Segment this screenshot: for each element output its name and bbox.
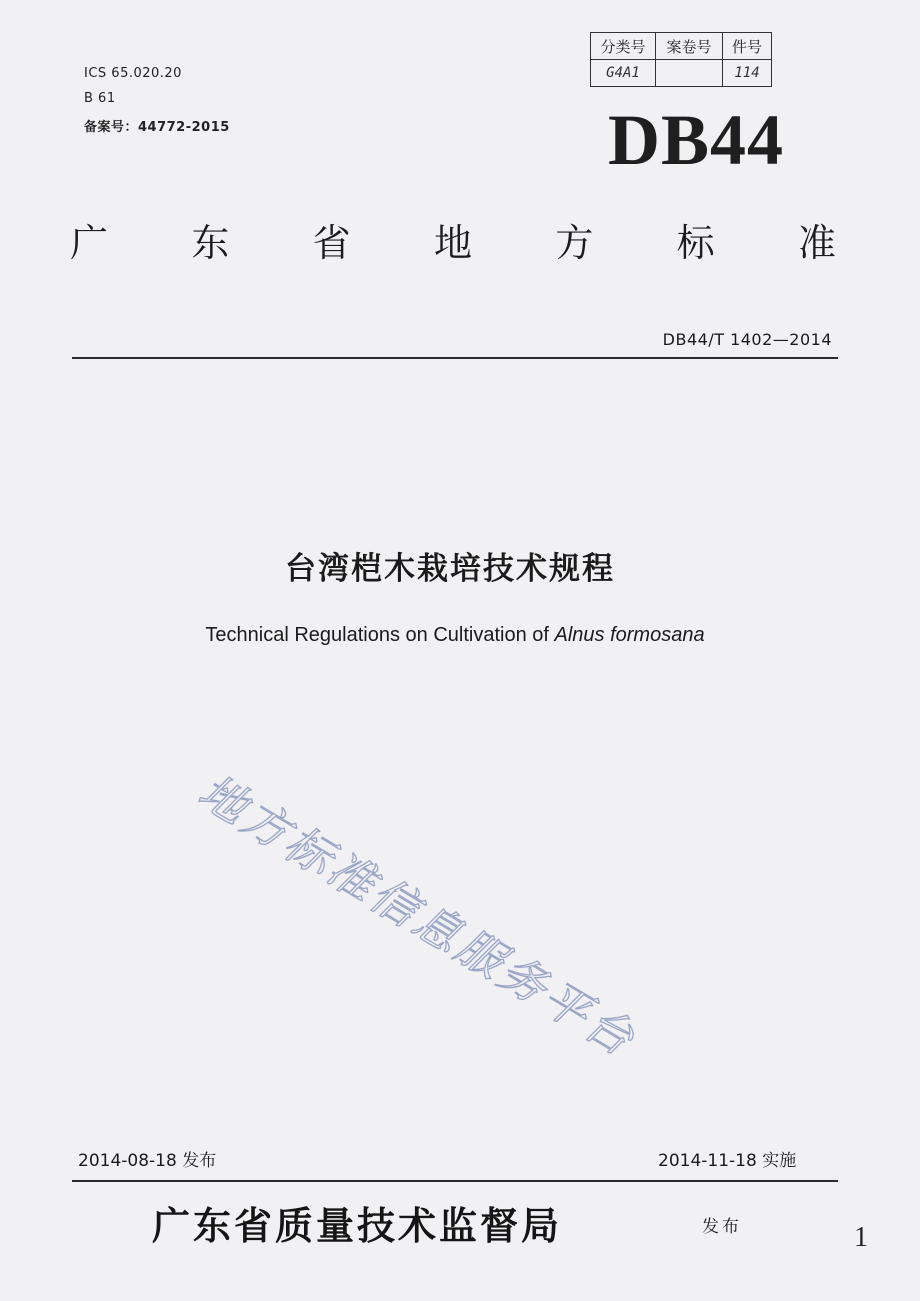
title-en-species: Alnus formosana [554, 624, 705, 646]
standard-type-char: 方 [555, 221, 594, 265]
watermark: 地方标准信息服务平台 [189, 763, 646, 1068]
document-title-cn: 台湾桤木栽培技术规程 [285, 551, 615, 587]
standard-type-char: 准 [797, 221, 836, 265]
standard-type-char: 标 [676, 221, 715, 265]
stamp-value-row [591, 60, 772, 87]
document-title-en [0, 624, 910, 647]
standard-type-title [70, 212, 836, 267]
issuer-suffix: 发布 [702, 1217, 742, 1237]
stamp-value-item: 114 [723, 60, 772, 87]
footer-divider [72, 1180, 838, 1182]
publish-date: 2014-08-18 发布 [78, 1151, 217, 1171]
header-divider [72, 357, 838, 359]
page-number: 1 [854, 1222, 868, 1253]
standard-code-logo: DB44 [607, 100, 784, 180]
standard-number: DB44/T 1402—2014 [662, 330, 832, 349]
stamp-header-row [591, 33, 772, 60]
archive-stamp-table [590, 32, 772, 87]
stamp-header-classification: 分类号 [591, 33, 656, 60]
stamp-header-file: 案卷号 [656, 33, 723, 60]
stamp-value-classification: G4A1 [591, 60, 656, 87]
standard-type-char: 东 [191, 221, 230, 265]
standard-type-char: 省 [312, 221, 351, 265]
issuer-name: 广东省质量技术监督局 [152, 1203, 563, 1248]
classification-code: B 61 [84, 91, 116, 106]
standard-type-char: 广 [70, 221, 109, 265]
ics-code: ICS 65.020.20 [84, 66, 182, 81]
title-en-prefix: Technical Regulations on Cultivation of [205, 624, 555, 646]
implement-date: 2014-11-18 实施 [658, 1151, 797, 1171]
record-number: 备案号：44772-2015 [84, 120, 230, 135]
standard-type-char: 地 [433, 221, 472, 265]
stamp-value-file [656, 60, 723, 87]
stamp-header-item: 件号 [723, 33, 772, 60]
